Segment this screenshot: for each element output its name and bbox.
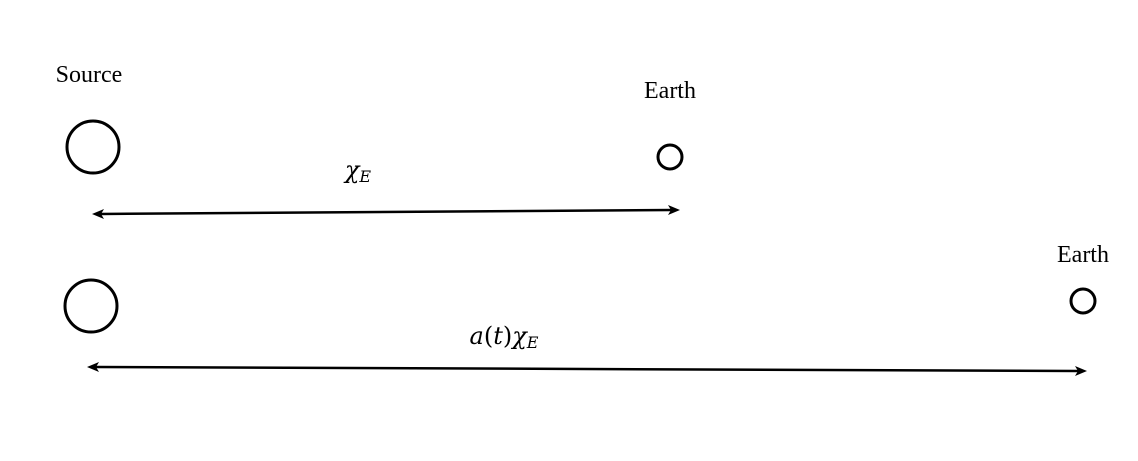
- source-circle: [67, 121, 119, 173]
- comoving-distance-arrow: [92, 205, 680, 219]
- chi-symbol-bottom: χ: [512, 322, 527, 350]
- earth-circle-top: [658, 145, 682, 169]
- panel-after-expansion: [65, 242, 1109, 376]
- scale-factor-arg: t: [493, 322, 503, 350]
- earth-label-bottom: Earth: [1057, 242, 1109, 268]
- comoving-distance-line: [100, 210, 672, 214]
- physical-distance-label: [470, 322, 539, 352]
- scale-factor-paren-close: ): [502, 322, 513, 350]
- scale-factor-paren-open: (: [483, 322, 494, 350]
- source-label: Source: [55, 62, 123, 88]
- earth-circle-bottom: [1071, 289, 1095, 313]
- chi-subscript: E: [359, 167, 372, 186]
- chi-subscript-bottom: E: [526, 333, 539, 352]
- comoving-distance-label: [343, 156, 372, 186]
- panel-before-expansion: [56, 62, 696, 219]
- physical-distance-line: [96, 367, 1078, 371]
- physical-distance-arrow: [87, 362, 1087, 376]
- source-circle-bottom: [65, 280, 117, 332]
- chi-symbol: χ: [344, 156, 360, 184]
- scale-factor-fn: a: [469, 322, 484, 350]
- earth-label-top: Earth: [644, 78, 696, 104]
